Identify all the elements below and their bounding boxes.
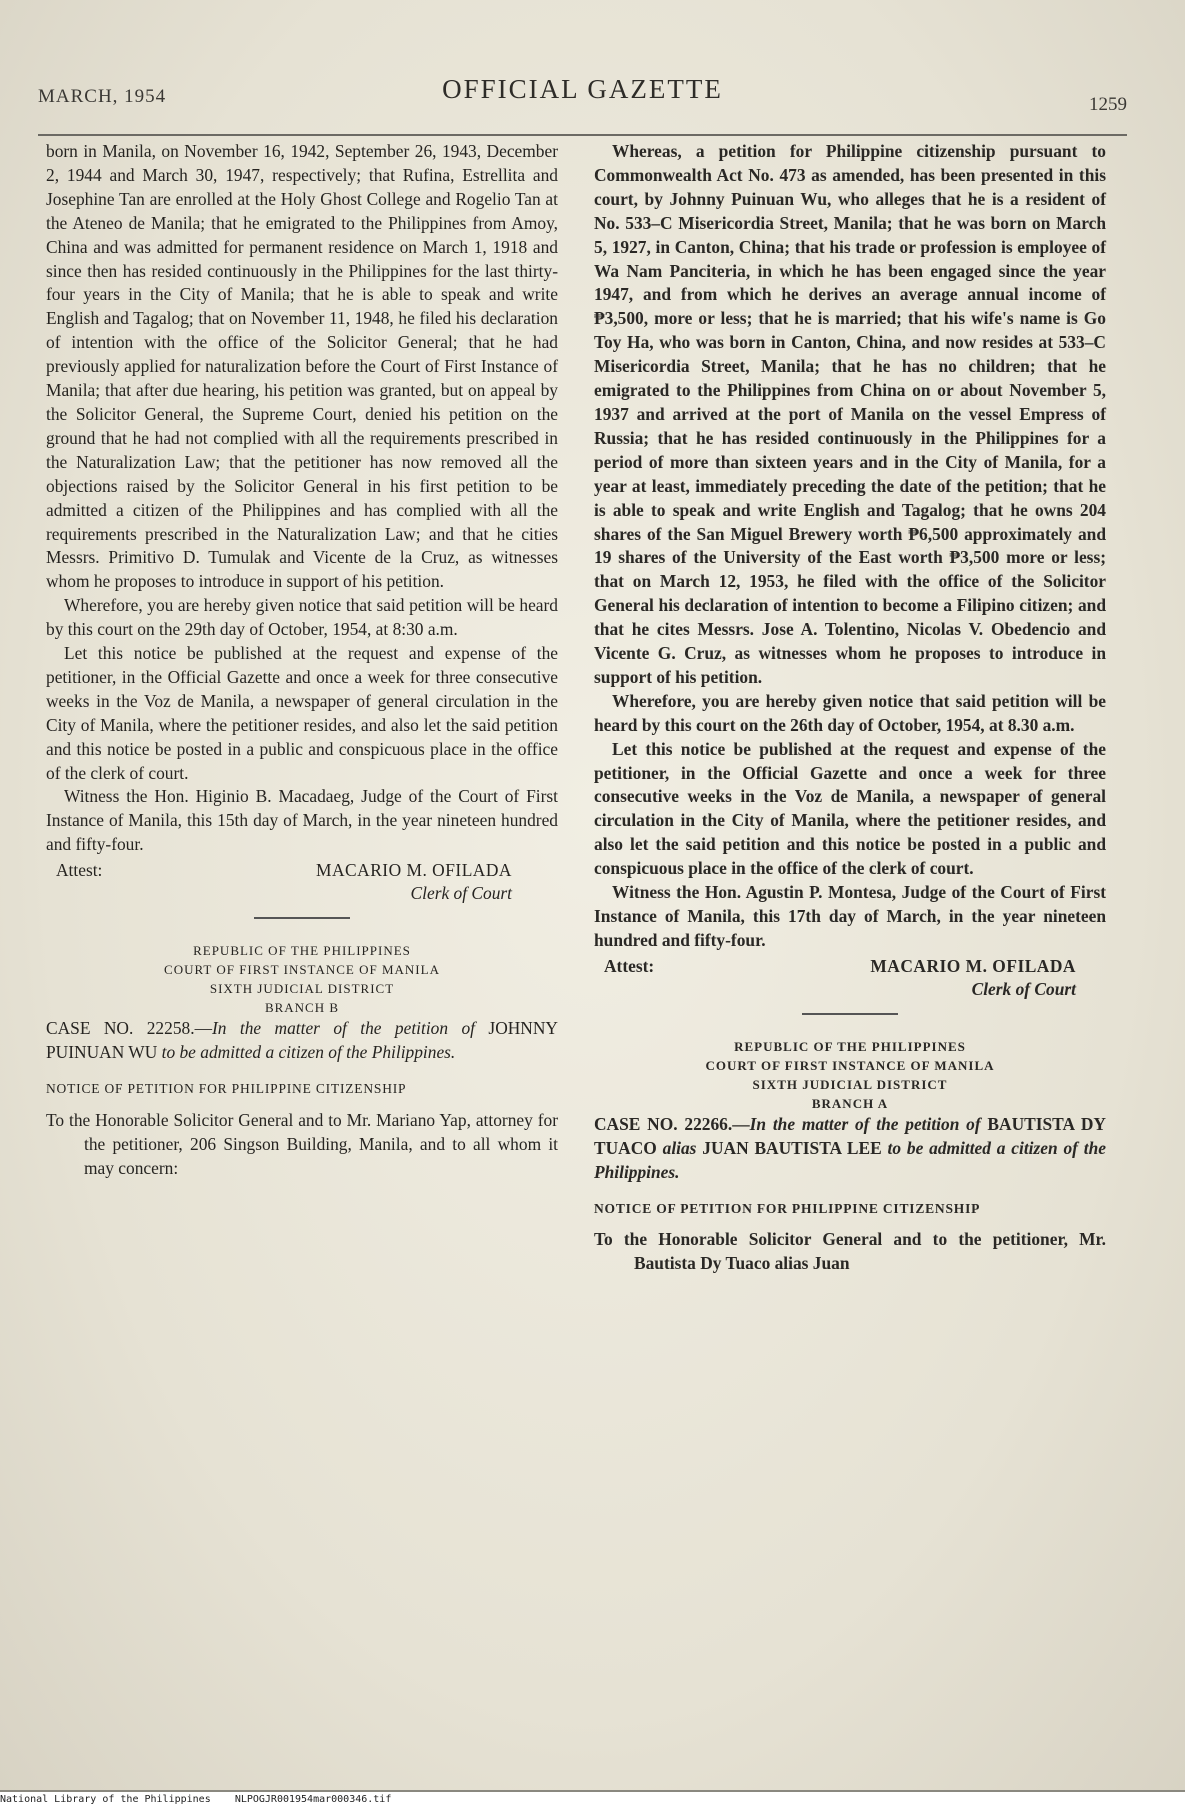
left-paragraph-3: Let this notice be published at the request and expense of the petitioner, in the Official Gazette and once a week for three consecutive weeks in the Voz de Manila, a newspaper of general circulation in the City of Manila, where the petitioner resides, and also let the said petition and this notice be posted in a public and conspicuous place in the office of the clerk of court. [46, 643, 558, 783]
court-caption [46, 941, 558, 1017]
petitioner-alias: JUAN BAUTISTA LEE [702, 1137, 882, 1158]
court-caption [594, 1037, 1106, 1113]
left-paragraph-4: Witness the Hon. Higinio B. Macadaeg, Judge of the Court of First Instance of Manila, this 15th day of March, in the year nineteen hundred and fifty-four. [46, 786, 558, 855]
left-attest [46, 859, 558, 907]
section-divider [254, 917, 350, 919]
caption-branch: BRANCH B [264, 1000, 340, 1016]
petitioner-name: JOHNNY PUINUAN WU [46, 1018, 558, 1063]
footer-file: NLPOGJR001954mar000346.tif [234, 1794, 392, 1805]
attest-label: Attest: [56, 860, 103, 881]
alias-word: alias [656, 1137, 703, 1158]
clerk-title: Clerk of Court [410, 883, 512, 904]
left-paragraph-2: Wherefore, you are hereby given notice that said petition will be heard by this court on the 29th day of October, 1954, at 8:30 a.m. [46, 595, 558, 640]
caption-republic: REPUBLIC OF THE PHILIPPINES [193, 943, 411, 959]
clerk-name: MACARIO M. OFILADA [316, 860, 512, 881]
left-paragraph-1: born in Manila, on November 16, 1942, September 26, 1943, December 2, 1944 and March 30, 1947, respectively; that Rufina, Estrellita and Josephine Tan are enrolled at the Holy Ghost College and Rogelio Tan at the Ateneo de Manila; that he emigrated to the Philippines from Amoy, China and was admitted for permanent residence on March 1, 1918 and since then has resided continuously in the Philippines for the last thirty-four years in the City of Manila; that he is able to speak and write English and Tagalog; that on November 11, 1948, he filed his declaration of intention with the office of the Solicitor General; that he had previously applied for naturalization before the Court of First Instance of Manila; that after due hearing, his petition was granted, but on appeal by the Solicitor General, the Supreme Court, denied his petition on the ground that he had not complied with all the requirements prescribed in the Naturalization Law; that the petitioner has now removed all the objections raised by the Solicitor General in his first petition to be admitted a citizen of the Philippines and has complied with all the requirements prescribed in the Naturalization Law; and that he cities Messrs. Primitivo D. Tumulak and Vicente de la Cruz, as witnesses whom he proposes to introduce in support of his petition. [46, 141, 558, 592]
header-title: OFFICIAL GAZETTE [442, 74, 723, 104]
right-paragraph-4: Witness the Hon. Agustin P. Montesa, Judge of the Court of First Instance of Manila, this 17th day of March, in the year nineteen hundred and fifty-four. [594, 882, 1106, 950]
section-divider [802, 1013, 898, 1015]
page-header [38, 66, 1127, 126]
case-heading [46, 1017, 558, 1065]
header-date: MARCH, 1954 [38, 86, 167, 107]
left-column [46, 140, 558, 1181]
case-title: In the matter of the petition of [749, 1113, 988, 1134]
caption-branch: BRANCH A [811, 1095, 889, 1111]
address-line: To the Honorable Solicitor General and to the petitioner, Mr. Bautista Dy Tuaco alias Juan [594, 1229, 1106, 1274]
clerk-name: MACARIO M. OFILADA [870, 955, 1076, 976]
right-column [594, 140, 1106, 1276]
right-attest [594, 955, 1106, 1003]
case-heading [594, 1113, 1106, 1185]
caption-court: COURT OF FIRST INSTANCE OF MANILA [164, 962, 440, 978]
caption-district: SIXTH JUDICIAL DISTRICT [209, 981, 395, 997]
right-paragraph-2: Wherefore, you are hereby given notice that said petition will be heard by this court on the 26th day of October, 1954, at 8.30 a.m. [594, 690, 1106, 735]
header-rule [38, 134, 1127, 136]
scan-footer [0, 1792, 1185, 1808]
notice-heading: NOTICE OF PETITION FOR PHILIPPINE CITIZENSHIP [594, 1200, 981, 1216]
page-number: 1259 [1089, 94, 1127, 115]
caption-court: COURT OF FIRST INSTANCE OF MANILA [705, 1057, 995, 1073]
footer-source: National Library of the Philippines [0, 1794, 211, 1805]
petitioner-name: BAUTISTA DY TUACO [594, 1113, 1106, 1158]
caption-republic: REPUBLIC OF THE PHILIPPINES [734, 1038, 966, 1054]
case-title: In the matter of the petition of [211, 1018, 489, 1039]
right-paragraph-1: Whereas, a petition for Philippine citizenship pursuant to Commonwealth Act No. 473 as amended, has been presented in this court, by Johnny Puinuan Wu, who alleges that he is a resident of No. 533–C Misericordia Street, Manila; that he was born on March 5, 1927, in Canton, China; that his trade or profession is employee of Wa Nam Panciteria, in which he has been engaged since the year 1947, and from which he derives an average annual income of ₱3,500, more or less; that he is married; that his wife's name is Go Toy Ha, who was born in Canton, China, and now resides at 533–C Misericordia Street, Manila; that he has no children; that he emigrated to the Philippines from China on or about November 5, 1937 and arrived at the port of Manila on the vessel Empress of Russia; that he has resided continuously in the Philippines for a period of more than sixteen years and in the City of Manila, for a year at least, immediately preceding the date of the petition; that he is able to speak and write English and Tagalog; that he owns 204 shares of the San Miguel Brewery worth ₱6,500 approximately and 19 shares of the University of the East worth ₱3,500 more or less; that on March 12, 1953, he filed with the office of the Solicitor General his declaration of intention to become a Filipino citizen; and that he cites Messrs. Jose A. Tolentino, Nicolas V. Obedencio and Vicente G. Cruz, as witnesses whom he proposes to introduce in support of his petition. [594, 141, 1106, 687]
case-number: CASE NO. 22258.— [46, 1018, 212, 1039]
case-number: CASE NO. 22266.— [594, 1113, 750, 1134]
address-line: To the Honorable Solicitor General and to Mr. Mariano Yap, attorney for the petitioner, 206 Singson Building, Manila, and to all whom it may concern: [46, 1109, 558, 1178]
notice-heading: NOTICE OF PETITION FOR PHILIPPINE CITIZENSHIP [46, 1081, 407, 1096]
case-title-end: to be admitted a citizen of the Philippines. [594, 1137, 1106, 1182]
clerk-title: Clerk of Court [971, 978, 1076, 999]
caption-district: SIXTH JUDICIAL DISTRICT [752, 1076, 948, 1092]
attest-label: Attest: [604, 955, 655, 976]
right-paragraph-3: Let this notice be published at the request and expense of the petitioner, in the Official Gazette and once a week for three consecutive weeks in the Voz de Manila, a newspaper of general circulation in the City of Manila, where the petitioner resides, and also let the said petition and this notice be posted in a public and conspicuous place in the office of the clerk of court. [594, 738, 1106, 879]
case-title-end: to be admitted a citizen of the Philippines. [157, 1042, 456, 1063]
